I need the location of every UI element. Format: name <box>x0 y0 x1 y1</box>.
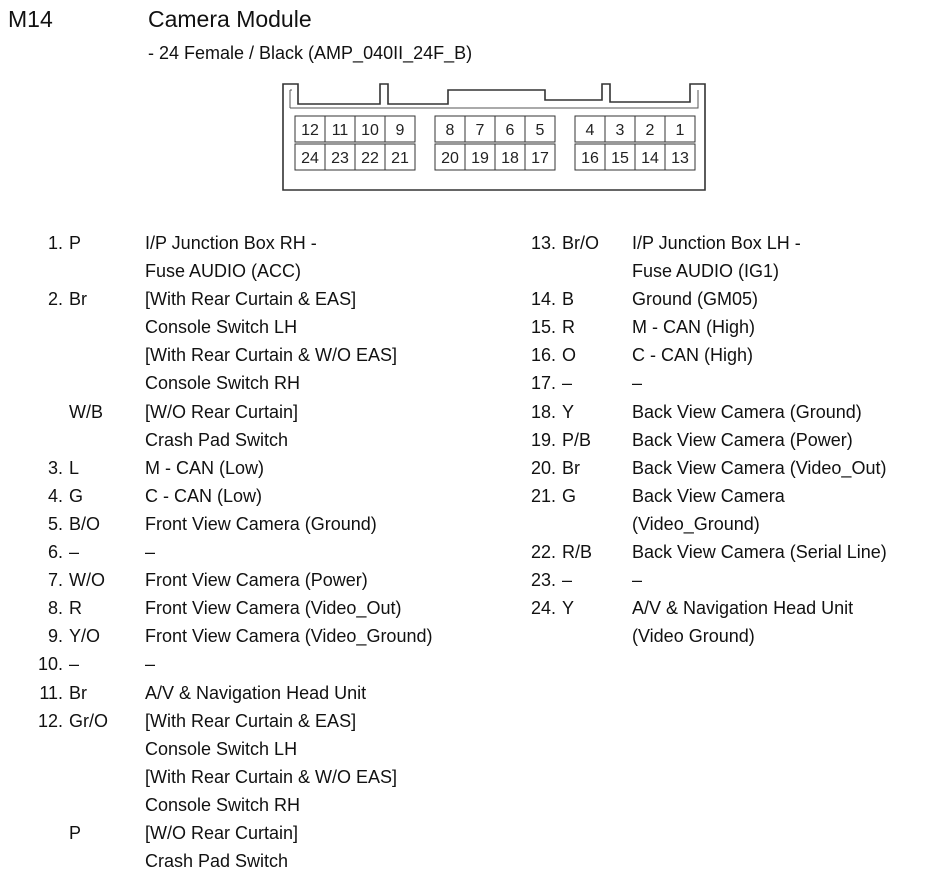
pin-entry-number: 1. <box>47 233 63 253</box>
pin-entry-description-line: M - CAN (High) <box>632 317 756 338</box>
pin-number: 5 <box>535 122 545 139</box>
pin-entry-description <box>145 538 155 566</box>
pin-entry <box>20 566 432 594</box>
pin-entry-description-line: Front View Camera (Video_Out) <box>145 598 402 619</box>
pin-entry-description-line: Fuse AUDIO (IG1) <box>632 261 780 282</box>
pin-entry-description <box>632 566 642 594</box>
pin-entry-description-line: [With Rear Curtain & EAS] <box>145 289 357 310</box>
pin-entry-number: 7. <box>47 570 63 591</box>
pin-entry-description-line: (Video_Ground) <box>632 513 760 534</box>
pin-entry-wire-color: B/O <box>69 513 101 534</box>
pin-entry <box>20 622 432 650</box>
pin-entry-number: 21. <box>530 485 556 506</box>
pin-number: 7 <box>475 122 485 139</box>
pin-entry-description-line: A/V & Navigation Head Unit <box>632 598 854 619</box>
pin-entry-number <box>20 819 63 875</box>
pin-number: 17 <box>531 150 549 167</box>
pin-entry-wire-color: R <box>562 317 575 338</box>
pin-number: 21 <box>391 150 409 167</box>
pin-entry <box>20 454 432 482</box>
pin-entry-description-line: Console Switch RH <box>145 794 301 815</box>
pin-entry-description-line: – <box>632 570 643 591</box>
pin-number: 20 <box>441 150 459 167</box>
pin-entry-number: 19. <box>530 429 556 450</box>
pin-entry-wire-color: G <box>69 485 84 506</box>
pin-entry <box>520 313 887 341</box>
connector-spec: - 24 Female / Black (AMP_040II_24F_B) <box>148 43 473 63</box>
pin-entry-description-line: I/P Junction Box LH - <box>632 233 801 253</box>
pin-number: 10 <box>361 122 379 139</box>
pin-entry-wire-color: – <box>69 542 80 563</box>
pin-entry-number: 3. <box>47 457 63 478</box>
pin-entry-description-line: Fuse AUDIO (ACC) <box>145 261 302 282</box>
pin-entry <box>520 482 887 538</box>
pin-entry <box>20 510 432 538</box>
pin-entry-wire-color: Gr/O <box>69 710 108 731</box>
pin-entry-wire-color: P <box>69 822 82 843</box>
pin-entry <box>520 229 887 285</box>
pin-entry-number: 20. <box>530 457 556 478</box>
pin-number: 15 <box>611 150 629 167</box>
pin-entry-description-line: [With Rear Curtain & EAS] <box>145 710 357 731</box>
pin-entry-wire-color: O <box>562 345 577 366</box>
pin-entry <box>20 707 432 819</box>
pin-entry-description-line: Front View Camera (Video_Ground) <box>145 626 433 647</box>
pin-entry <box>520 341 887 369</box>
pin-entry-number: 16. <box>530 345 556 366</box>
pin-entry-description-line: Back View Camera <box>632 485 785 506</box>
pin-entry-description <box>145 566 368 594</box>
pin-number: 2 <box>645 122 655 139</box>
pin-entry-description-line: M - CAN (Low) <box>145 457 265 478</box>
pin-entry-description <box>145 707 397 819</box>
pin-entry-description <box>632 398 862 426</box>
pin-number: 18 <box>501 150 519 167</box>
pin-number: 6 <box>505 122 515 139</box>
pin-entry-wire-color: G <box>562 485 577 506</box>
pin-entry <box>520 454 887 482</box>
pin-entry-wire-color: L <box>69 457 80 478</box>
pin-entry-number: 10. <box>37 654 63 675</box>
pin-entry-description-line: Back View Camera (Video_Out) <box>632 457 887 478</box>
pin-entry <box>20 229 432 285</box>
pin-number: 8 <box>445 122 455 139</box>
pin-entry-number: 23. <box>530 570 556 591</box>
pin-entry-description <box>632 313 755 341</box>
pin-number: 9 <box>395 122 405 139</box>
pin-entry-number: 6. <box>47 542 63 563</box>
pin-entry <box>520 426 887 454</box>
pin-entry-description <box>145 285 397 397</box>
pin-entry-description <box>145 650 155 678</box>
pin-list-left <box>20 229 432 875</box>
pin-entry-description <box>632 285 758 313</box>
pin-list-right <box>520 229 887 650</box>
pin-entry-wire-color: – <box>562 570 573 591</box>
pin-entry-number: 17. <box>530 373 556 394</box>
pin-entry-wire-color: W/O <box>69 570 105 591</box>
pin-entry-number <box>20 398 63 454</box>
pin-entry <box>520 566 887 594</box>
pin-entry-number: 12. <box>37 710 63 731</box>
pin-number: 24 <box>301 150 319 167</box>
pin-number: 12 <box>301 122 319 139</box>
pin-entry-wire-color: R <box>69 598 82 619</box>
pin-entry-description-line: Ground (GM05) <box>632 289 759 310</box>
pin-entry-description-line: Crash Pad Switch <box>145 851 289 872</box>
pin-entry-description-line: C - CAN (Low) <box>145 485 263 506</box>
pin-entry-description-line: – <box>632 373 643 394</box>
pin-entry-description-line: Console Switch RH <box>145 373 301 394</box>
pin-entry <box>520 285 887 313</box>
pin-entry <box>20 650 432 678</box>
pin-entry-number: 24. <box>530 598 556 619</box>
pin-entry-number: 2. <box>47 289 63 310</box>
pin-entry-description-line: Back View Camera (Serial Line) <box>632 542 887 563</box>
pin-entry-wire-color: Y <box>562 401 575 422</box>
pin-entry-description <box>145 482 262 510</box>
pin-entry-description <box>632 229 801 285</box>
pin-entry <box>20 285 432 397</box>
pin-entry-description <box>145 454 264 482</box>
pin-entry <box>520 398 887 426</box>
pin-entry-description <box>632 538 887 566</box>
pin-number: 16 <box>581 150 599 167</box>
pin-entry-description-line: [With Rear Curtain & W/O EAS] <box>145 345 398 366</box>
pin-entry-description <box>632 369 642 397</box>
pin-entry-number: 15. <box>530 317 556 338</box>
pin-entry-number: 8. <box>47 598 63 619</box>
pin-entry <box>20 398 432 454</box>
pin-entry-description <box>632 426 853 454</box>
pin-entry-number: 9. <box>47 626 63 647</box>
pin-entry-description <box>632 482 785 538</box>
pin-entry-number: 4. <box>47 485 63 506</box>
pin-entry <box>520 538 887 566</box>
pin-entry-description-line: A/V & Navigation Head Unit <box>145 682 367 703</box>
pin-entry-description <box>145 594 401 622</box>
pin-entry-description-line: Front View Camera (Ground) <box>145 513 377 534</box>
pin-entry-wire-color: P <box>69 233 82 253</box>
pin-entry <box>20 594 432 622</box>
pin-entry-wire-color: Br <box>69 682 87 703</box>
pin-entry-number: 11. <box>39 682 63 703</box>
pin-entry-wire-color: – <box>562 373 573 394</box>
pin-entry-description-line: [W/O Rear Curtain] <box>145 822 299 843</box>
pin-entry <box>20 819 432 875</box>
pin-entry-description-line: Console Switch LH <box>145 738 298 759</box>
pin-entry-number: 5. <box>47 513 63 534</box>
pin-entry-description <box>632 454 886 482</box>
pin-entry-wire-color: B <box>562 289 575 310</box>
pin-entry-description-line: Console Switch LH <box>145 317 298 338</box>
module-name: Camera Module <box>148 6 312 32</box>
pin-number: 23 <box>331 150 349 167</box>
pin-entry-description-line: I/P Junction Box RH - <box>145 233 317 253</box>
pin-entry-number: 13. <box>530 233 556 253</box>
pin-entry-description <box>145 398 298 454</box>
pin-entry-number: 18. <box>530 401 556 422</box>
pin-entry-wire-color: R/B <box>562 542 593 563</box>
pin-entry-description-line: Crash Pad Switch <box>145 429 289 450</box>
pin-number: 14 <box>641 150 659 167</box>
pin-number: 19 <box>471 150 489 167</box>
pin-entry-description-line: Back View Camera (Power) <box>632 429 853 450</box>
connector-diagram <box>280 82 710 194</box>
pin-entry-description-line: [With Rear Curtain & W/O EAS] <box>145 766 398 787</box>
pin-entry <box>20 482 432 510</box>
pin-entry-description-line: C - CAN (High) <box>632 345 754 366</box>
pin-entry-wire-color: Y/O <box>69 626 101 647</box>
pin-entry-description-line: Front View Camera (Power) <box>145 570 368 591</box>
pin-number: 22 <box>361 150 379 167</box>
pin-entry-description <box>145 679 366 707</box>
pin-entry-description <box>145 819 298 875</box>
pin-entry-number: 14. <box>530 289 556 310</box>
pin-entry-wire-color: W/B <box>69 401 103 422</box>
pin-entry-wire-color: P/B <box>562 429 592 450</box>
pin-number: 3 <box>615 122 625 139</box>
pin-number: 11 <box>331 122 349 139</box>
pin-entry-description-line: – <box>145 654 156 675</box>
pin-number: 13 <box>671 150 689 167</box>
pin-entry-description <box>145 510 377 538</box>
pin-entry-wire-color: Br/O <box>562 233 600 253</box>
pin-number: 1 <box>675 122 685 139</box>
pin-entry-wire-color: Y <box>562 598 575 619</box>
pin-entry <box>520 594 887 650</box>
pin-entry-description-line: (Video Ground) <box>632 626 755 647</box>
pin-number: 4 <box>585 122 595 139</box>
pin-entry-description <box>632 341 753 369</box>
pin-entry-description-line: [W/O Rear Curtain] <box>145 401 299 422</box>
pin-entry <box>20 538 432 566</box>
pin-entry-description-line: Back View Camera (Ground) <box>632 401 862 422</box>
pin-entry-description <box>632 594 853 650</box>
pin-entry-description <box>145 229 317 285</box>
pin-entry <box>520 369 887 397</box>
pin-entry-number: 22. <box>530 542 556 563</box>
connector-id: M14 <box>8 6 53 32</box>
pin-entry-wire-color: – <box>69 654 80 675</box>
pin-entry-wire-color: Br <box>562 457 580 478</box>
pin-entry-wire-color: Br <box>69 289 87 310</box>
pin-entry-description <box>145 622 432 650</box>
pin-entry <box>20 679 432 707</box>
pin-entry-description-line: – <box>145 542 156 563</box>
